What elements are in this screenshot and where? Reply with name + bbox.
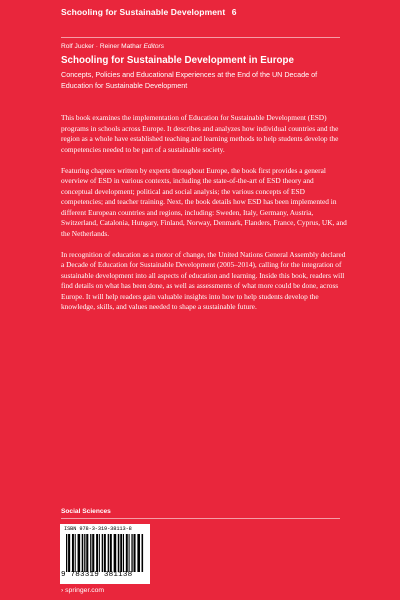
editor-names: Rolf Jucker · Reiner Mathar	[61, 43, 142, 50]
blurb	[61, 113, 347, 323]
subject-divider	[61, 518, 340, 519]
blurb-paragraph: In recognition of education as a motor of change, the United Nations General Assembly declared a Decade of Education for Sustainable Development (2005–2014), calling for the integration of sustainable development into all aspects of education and learning. Inside this book, readers will find details on what has been done, as well as assessments of what more could be done, across Europe. It will help readers gain valuable insights into how to help students develop the knowledge, skills, and values needed to shape a sustainable future.	[61, 249, 346, 311]
book-title: Schooling for Sustainable Development in Europe	[61, 55, 294, 66]
isbn-barcode	[60, 524, 150, 584]
blurb-paragraph: Featuring chapters written by experts throughout Europe, the book first provides a general overview of ESD in various contexts, including the state-of-the-art of ESD theory and conceptual development; political and social analysis; the various concepts of ESD competencies; and teacher training. Next, the book details how ESD has been implemented in different European countries and regions, including: Sweden, Italy, Germany, Austria, Switzerland, Catalonia, Hungary, Finland, Norway, Denmark, Flanders, France, Cyprus, UK, and the Netherlands.	[61, 165, 347, 238]
series-header	[0, 0, 400, 38]
barcode-bar	[72, 534, 74, 572]
series-name: Schooling for Sustainable Development	[61, 7, 226, 17]
barcode-bar	[129, 534, 130, 572]
barcode-bar	[142, 534, 144, 572]
blurb-paragraph: This book examines the implementation of Education for Sustainable Development (ESD) programs in schools across Europe. It describes and analyzes how individual countries and the region as a whole have established teaching and learning methods to help students develop the competencies needed to be part of a sustainable society.	[61, 113, 339, 154]
editor-role: Editors	[143, 43, 164, 50]
barcode-bar	[102, 534, 103, 572]
barcode-bar	[110, 534, 112, 572]
publisher-website[interactable]: › springer.com	[61, 587, 105, 594]
barcode-bar	[118, 534, 120, 572]
editors-line	[61, 43, 164, 50]
barcode-bar	[126, 534, 128, 572]
barcode-bar	[99, 534, 100, 572]
header-divider	[61, 37, 340, 38]
barcode-bar	[120, 534, 122, 572]
barcode-bar	[104, 534, 106, 572]
barcode-bar	[84, 534, 85, 572]
barcode-bar	[131, 534, 132, 572]
barcode-bars	[66, 534, 144, 572]
barcode-bar	[90, 534, 91, 572]
series-number: 6	[231, 7, 237, 17]
barcode-bar	[114, 534, 117, 572]
subject-category: Social Sciences	[61, 508, 111, 515]
barcode-bar	[82, 534, 84, 572]
isbn-number: ISBN 978-3-319-38113-8	[64, 526, 132, 532]
book-subtitle: Concepts, Policies and Educational Experiences at the End of the UN Decade of Education for Sustainable Development	[61, 70, 318, 90]
barcode-bar	[66, 534, 67, 572]
series-title	[61, 7, 237, 17]
barcode-bar	[86, 534, 88, 572]
barcode-bar	[78, 534, 81, 572]
barcode-bar	[92, 534, 94, 572]
barcode-digits: 9 783319 381138	[61, 571, 133, 579]
barcode-bar	[96, 534, 98, 572]
barcode-bar	[137, 534, 140, 572]
barcode-bar	[133, 534, 135, 572]
barcode-bar	[68, 534, 70, 572]
barcode-bar	[123, 534, 124, 572]
barcode-bar	[75, 534, 76, 572]
barcode-bar	[108, 534, 109, 572]
